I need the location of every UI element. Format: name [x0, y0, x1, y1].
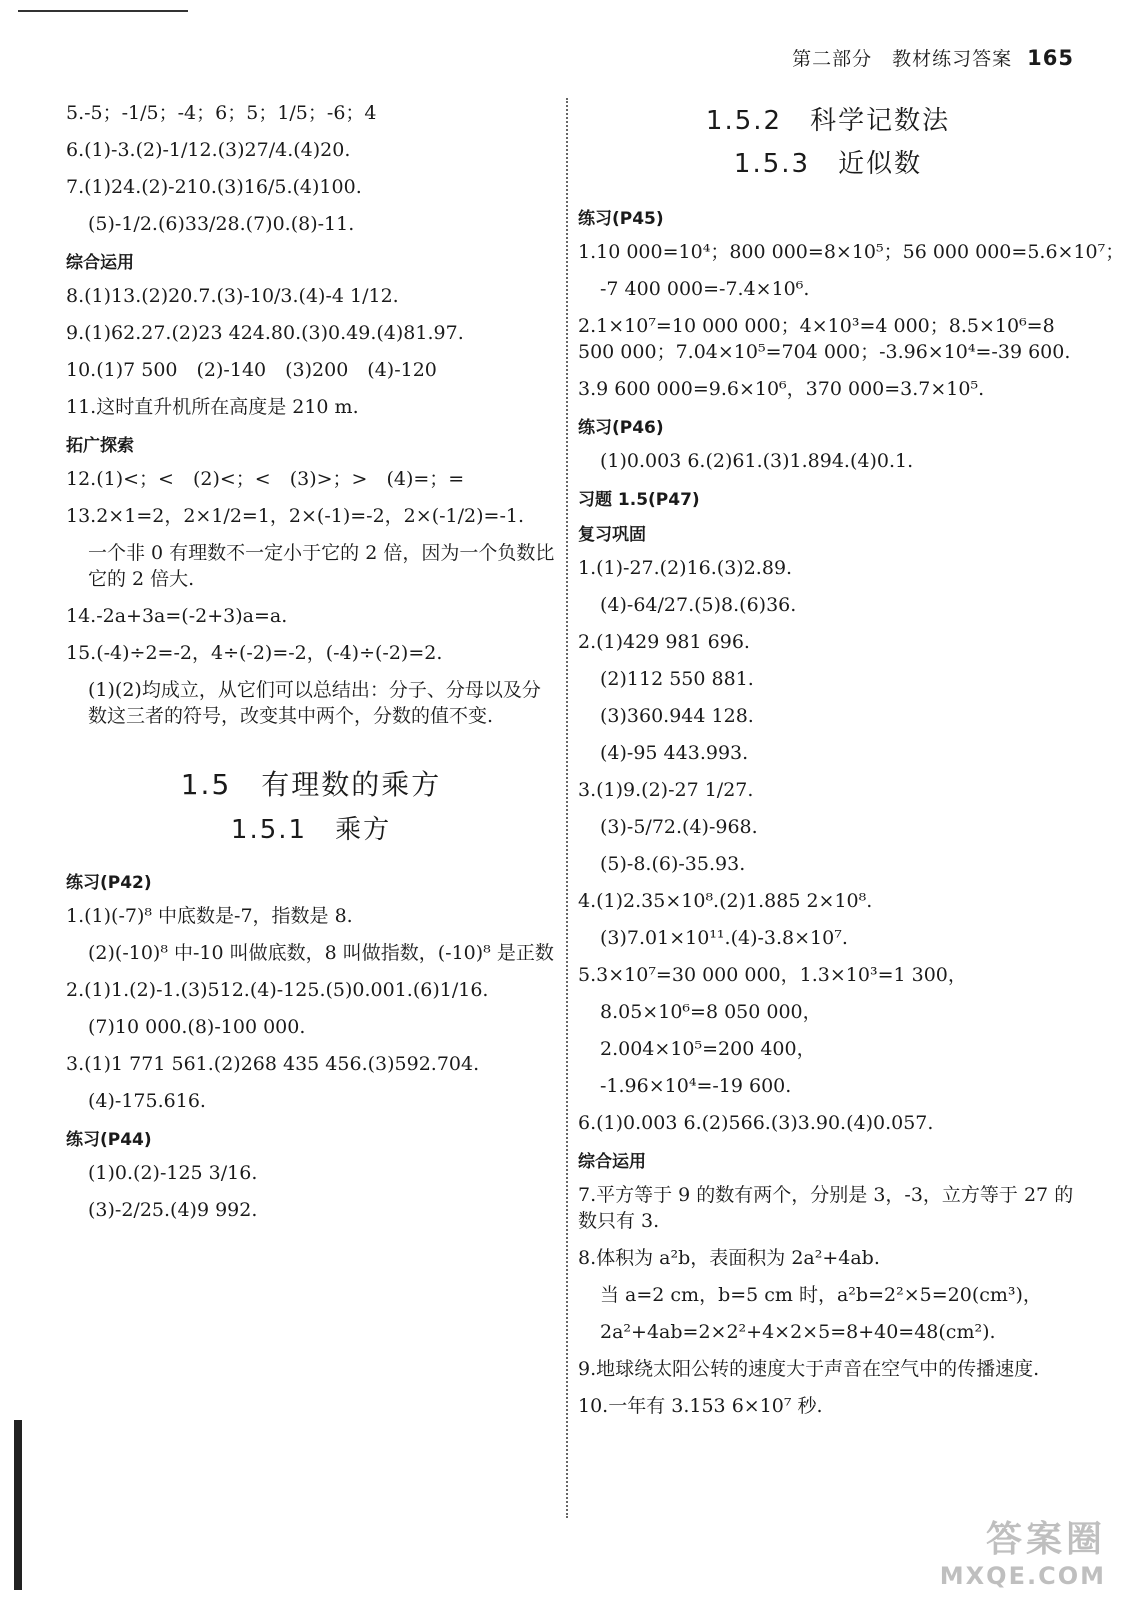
left-column: [66, 100, 556, 1234]
answer-line: 3.(1)1 771 561.(2)268 435 456.(3)592.704.: [66, 1053, 480, 1075]
answer-line: 1.(1)(-7)⁸ 中底数是-7，指数是 8.: [66, 905, 353, 927]
watermark-text: 答案圈: [985, 1519, 1106, 1560]
section-heading: 综合运用: [66, 253, 134, 273]
answer-line: 3.9 600 000=9.6×10⁶，370 000=3.7×10⁵.: [578, 378, 985, 400]
subsection-heading: 1.5.1 乘方: [230, 815, 392, 845]
answer-line: (4)-175.616.: [88, 1090, 206, 1112]
answer-line: 当 a=2 cm，b=5 cm 时，a²b=2²×5=20(cm³)，: [600, 1284, 1042, 1306]
header-title: 第二部分 教材练习答案: [792, 48, 1013, 70]
answer-line: 13.2×1=2，2×1/2=1，2×(-1)=-2，2×(-1/2)=-1.: [66, 505, 524, 527]
answer-line: 11.这时直升机所在高度是 210 m.: [66, 396, 359, 418]
answer-line: 2.(1)1.(2)-1.(3)512.(4)-125.(5)0.001.(6)1/16.: [66, 979, 489, 1001]
answer-line: (3)-5/72.(4)-968.: [600, 816, 758, 838]
answer-line: (2)112 550 881.: [600, 668, 754, 690]
answer-line: -7 400 000=-7.4×10⁶.: [600, 278, 810, 300]
answer-line: (3)360.944 128.: [600, 705, 754, 727]
answer-line: 2.(1)429 981 696.: [578, 631, 750, 653]
answer-line: (3)7.01×10¹¹.(4)-3.8×10⁷.: [600, 927, 848, 949]
answer-line: 9.(1)62.27.(2)23 424.80.(3)0.49.(4)81.97.: [66, 322, 464, 344]
answer-line: 4.(1)2.35×10⁸.(2)1.885 2×10⁸.: [578, 890, 873, 912]
answer-line: 5.-5；-1/5；-4；6；5；1/5；-6；4: [66, 102, 377, 124]
subsection-heading: 1.5.3 近似数: [733, 149, 923, 179]
section-heading: 复习巩固: [578, 525, 646, 545]
answer-line: (1)(2)均成立，从它们可以总结出：分子、分母以及分数这三者的符号，改变其中两个，分数的值不变.: [88, 679, 541, 727]
page-header: [792, 44, 1074, 71]
answer-line: (5)-1/2.(6)33/28.(7)0.(8)-11.: [88, 213, 355, 235]
watermark-url: MXQE.COM: [939, 1562, 1106, 1590]
answer-line: 8.05×10⁶=8 050 000，: [600, 1001, 822, 1023]
answer-line: 8.(1)13.(2)20.7.(3)-10/3.(4)-4 1/12.: [66, 285, 399, 307]
answer-line: (3)-2/25.(4)9 992.: [88, 1199, 258, 1221]
page-edge-shadow: [14, 1420, 22, 1590]
answer-line: (1)0.(2)-125 3/16.: [88, 1162, 258, 1184]
subsection-heading: 1.5.2 科学记数法: [705, 106, 951, 136]
answer-line: 5.3×10⁷=30 000 000，1.3×10³=1 300，: [578, 964, 967, 986]
answer-line: 一个非 0 有理数不一定小于它的 2 倍，因为一个负数比它的 2 倍大.: [88, 542, 555, 590]
answer-line: 10.(1)7 500 (2)-140 (3)200 (4)-120: [66, 359, 437, 381]
section-heading: 综合运用: [578, 1152, 646, 1172]
answer-line: (4)-64/27.(5)8.(6)36.: [600, 594, 797, 616]
answer-line: 9.地球绕太阳公转的速度大于声音在空气中的传播速度.: [578, 1358, 1040, 1380]
page-number: 165: [1027, 46, 1074, 70]
exercise-heading: 练习(P44): [66, 1130, 152, 1150]
answer-line: (7)10 000.(8)-100 000.: [88, 1016, 306, 1038]
chapter-heading: 1.5 有理数的乘方: [180, 768, 442, 801]
top-rule: [18, 10, 188, 12]
answer-line: 14.-2a+3a=(-2+3)a=a.: [66, 605, 288, 627]
answer-line: 3.(1)9.(2)-27 1/27.: [578, 779, 754, 801]
exercise-heading: 习题 1.5(P47): [578, 490, 700, 510]
answer-line: 7.平方等于 9 的数有两个，分别是 3，-3，立方等于 27 的数只有 3.: [578, 1184, 1074, 1232]
answer-line: (4)-95 443.993.: [600, 742, 749, 764]
answer-line: 10.一年有 3.153 6×10⁷ 秒.: [578, 1395, 823, 1417]
answer-line: 7.(1)24.(2)-210.(3)16/5.(4)100.: [66, 176, 362, 198]
section-heading: 拓广探索: [66, 436, 134, 456]
answer-line: 1.10 000=10⁴；800 000=8×10⁵；56 000 000=5.6×10⁷；: [578, 241, 1125, 263]
answer-line: 8.体积为 a²b，表面积为 2a²+4ab.: [578, 1247, 880, 1269]
column-divider: [566, 98, 568, 1518]
answer-line: 1.(1)-27.(2)16.(3)2.89.: [578, 557, 793, 579]
answer-line: -1.96×10⁴=-19 600.: [600, 1075, 792, 1097]
right-column: [578, 100, 1125, 1430]
answer-line: 6.(1)0.003 6.(2)566.(3)3.90.(4)0.057.: [578, 1112, 934, 1134]
answer-line: 6.(1)-3.(2)-1/12.(3)27/4.(4)20.: [66, 139, 351, 161]
exercise-heading: 练习(P46): [578, 418, 664, 438]
answer-line: 2.004×10⁵=200 400，: [600, 1038, 816, 1060]
watermark: [940, 1511, 1106, 1590]
answer-line: (5)-8.(6)-35.93.: [600, 853, 746, 875]
answer-line: 12.(1)<；< (2)<；< (3)>；> (4)=；=: [66, 468, 465, 490]
answer-line: 2.1×10⁷=10 000 000；4×10³=4 000；8.5×10⁶=8 500 000；7.04×10⁵=704 000；-3.96×10⁴=-39 600.: [578, 315, 1071, 363]
exercise-heading: 练习(P42): [66, 873, 152, 893]
answer-line: 15.(-4)÷2=-2，4÷(-2)=-2，(-4)÷(-2)=2.: [66, 642, 443, 664]
answer-line: (1)0.003 6.(2)61.(3)1.894.(4)0.1.: [600, 450, 914, 472]
exercise-heading: 练习(P45): [578, 209, 664, 229]
answer-line: (2)(-10)⁸ 中-10 叫做底数，8 叫做指数，(-10)⁸ 是正数: [88, 942, 554, 964]
answer-line: 2a²+4ab=2×2²+4×2×5=8+40=48(cm²).: [600, 1321, 996, 1343]
